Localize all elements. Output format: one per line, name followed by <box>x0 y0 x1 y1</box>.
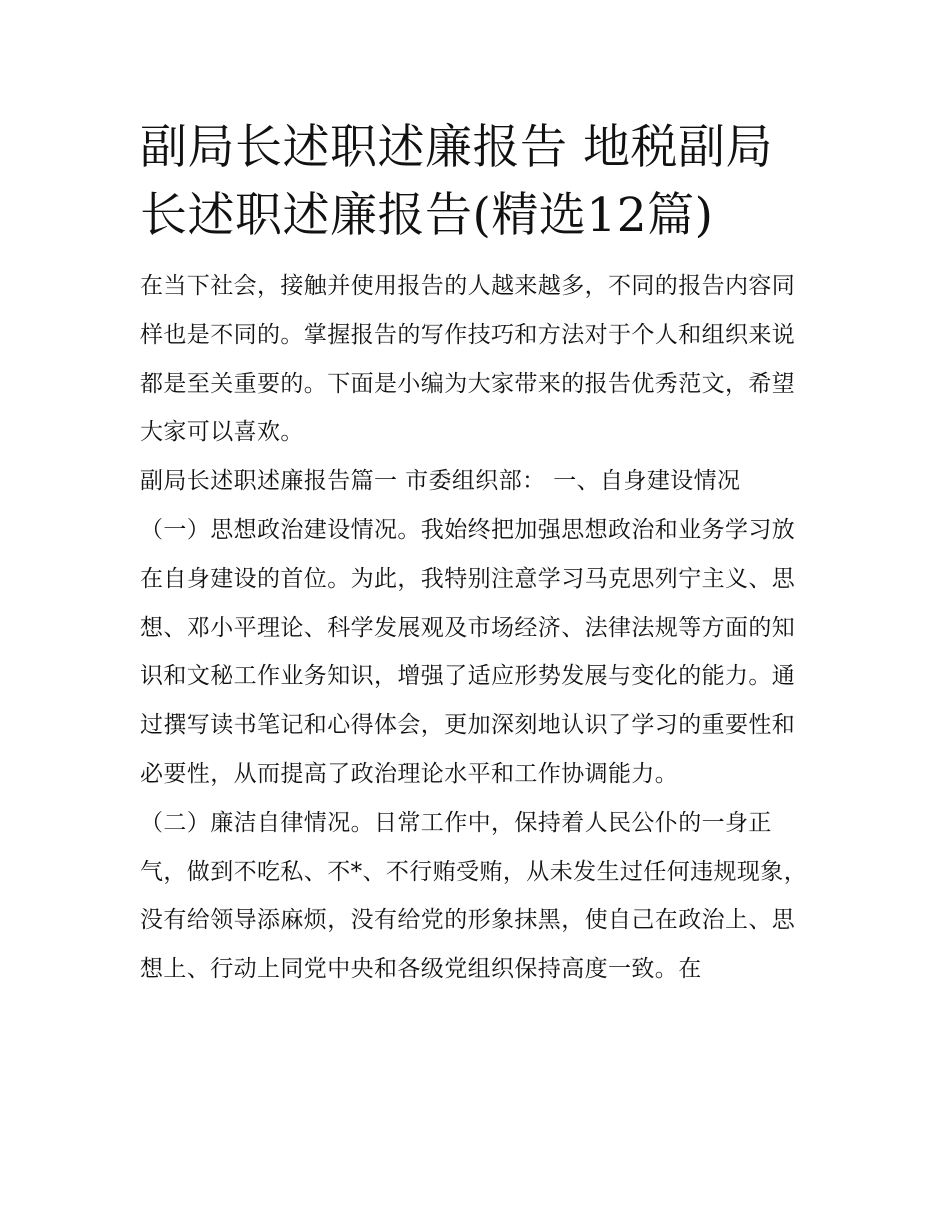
document-body <box>140 262 812 994</box>
document-content <box>140 114 812 994</box>
paragraph-section-heading: 副局长述职述廉报告篇一 市委组织部： 一、自身建设情况 <box>140 468 741 495</box>
paragraph-intro: 在当下社会，接触并使用报告的人越来越多，不同的报告内容同样也是不同的。掌握报告的写作技巧和方法对于个人和组织来说都是至关重要的。下面是小编为大家带来的报告优秀范文，希望大家可以喜欢。 <box>140 273 796 446</box>
paragraph-self-discipline: （二）廉洁自律情况。日常工作中，保持着人民公仆的一身正气，做到不吃私、不*、不行贿受贿，从未发生过任何违规现象，没有给领导添麻烦，没有给党的形象抹黑，使自己在政治上、思想上、行动上同党中央和各级党组织保持高度一致。在 <box>140 809 808 983</box>
document-title: 副局长述职述廉报告 地税副局长述职述廉报告(精选12篇) <box>140 120 773 243</box>
paragraph-political-construction: （一）思想政治建设情况。我始终把加强思想政治和业务学习放在自身建设的首位。为此，我特别注意学习马克思列宁主义、思想、邓小平理论、科学发展观及市场经济、法律法规等方面的知识和文秘工作业务知识，增强了适应形势发展与变化的能力。通过撰写读书笔记和心得体会，更加深刻地认识了学习的重要性和必要性，从而提高了政治理论水平和工作协调能力。 <box>140 516 796 787</box>
